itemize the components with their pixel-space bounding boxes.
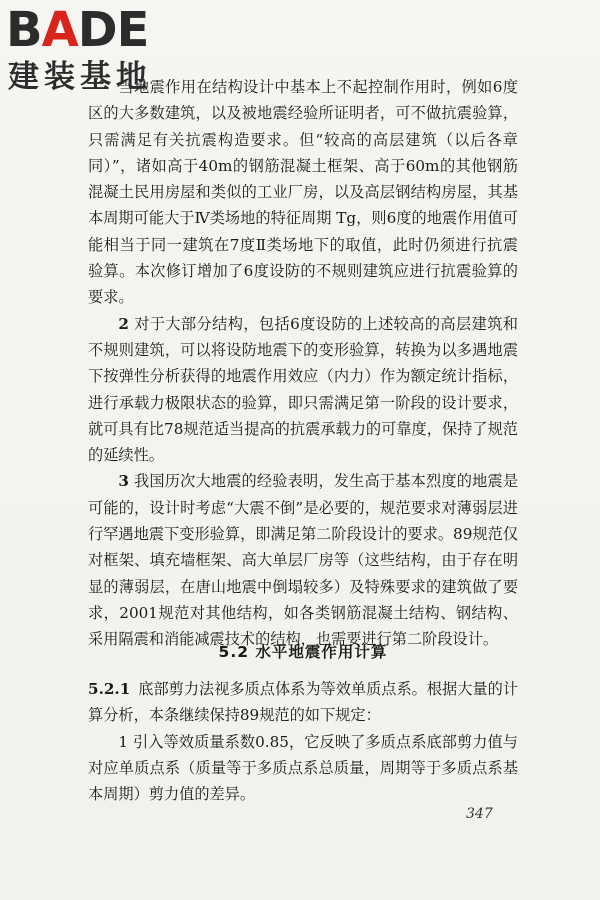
logo-letters: BADE (6, 2, 149, 58)
paragraph-1: 当地震作用在结构设计中基本上不起控制作用时，例如6度区的大多数建筑，以及被地震经验所证明者，可不做抗震验算，只需满足有关抗震构造要求。但“较高的高层建筑（以后各章同）”，诸如高于40m的钢筋混凝土框架、高于60m的其他钢筋混凝土民用房屋和类似的工业厂房，以及高层钢结构房屋，其基本周期可能大于Ⅳ类场地的特征周期 Tg，则6度的地震作用值可能相当于同一建筑在7度Ⅱ类场地下的取值，此时仍须进行抗震验算。本次修订增加了6度设防的不规则建筑应进行抗震验算的要求。 (88, 78, 518, 307)
clause-number: 5.2.1 (88, 680, 131, 698)
paragraph-2: 2 对于大部分结构，包括6度设防的上述较高的高层建筑和不规则建筑，可以将设防地震下的变形验算，转换为以多遇地震下按弹性分析获得的地震作用效应（内力）作为额定统计指标，进行承载力极限状态的验算，即只需满足第一阶段的设计要求，就可具有比78规范适当提高的抗震承载力的可靠度，保持了规范的延续性。 (88, 314, 518, 465)
page-number: 347 (466, 806, 493, 822)
clause-item-1: 1 引入等效质量系数0.85，它反映了多质点系底部剪力值与对应单质点系（质量等于多质点系总质量，周期等于多质点系基本周期）剪力值的差异。 (88, 732, 518, 804)
section-heading (88, 640, 518, 662)
paragraph-3: 3 我国历次大地震的经验表明，发生高于基本烈度的地震是可能的，设计时考虑“大震不倒”是必要的，规范要求对薄弱层进行罕遇地震下变形验算，即满足第二阶段设计的要求。89规范仅对框架、填充墙框架、高大单层厂房等（这些结构，由于存在明显的薄弱层，在唐山地震中倒塌较多）及特殊要求的建筑做了要求，2001规范对其他结构，如各类钢筋混凝土结构、钢结构、采用隔震和消能减震技术的结构，也需要进行第二阶段设计。 (88, 472, 519, 649)
body-text (88, 74, 518, 653)
logo-subtitle: 建装基地 (8, 59, 152, 95)
clause-intro: 5.2.1 底部剪力法视多质点体系为等效单质点系。根据大量的计算分析，本条继续保持89规范的如下规定： (88, 680, 518, 725)
section-number: 5.2 (218, 643, 250, 661)
clause-5-2-1 (88, 676, 518, 807)
section-title: 水平地震作用计算 (255, 643, 388, 661)
watermark-logo (6, 2, 176, 96)
